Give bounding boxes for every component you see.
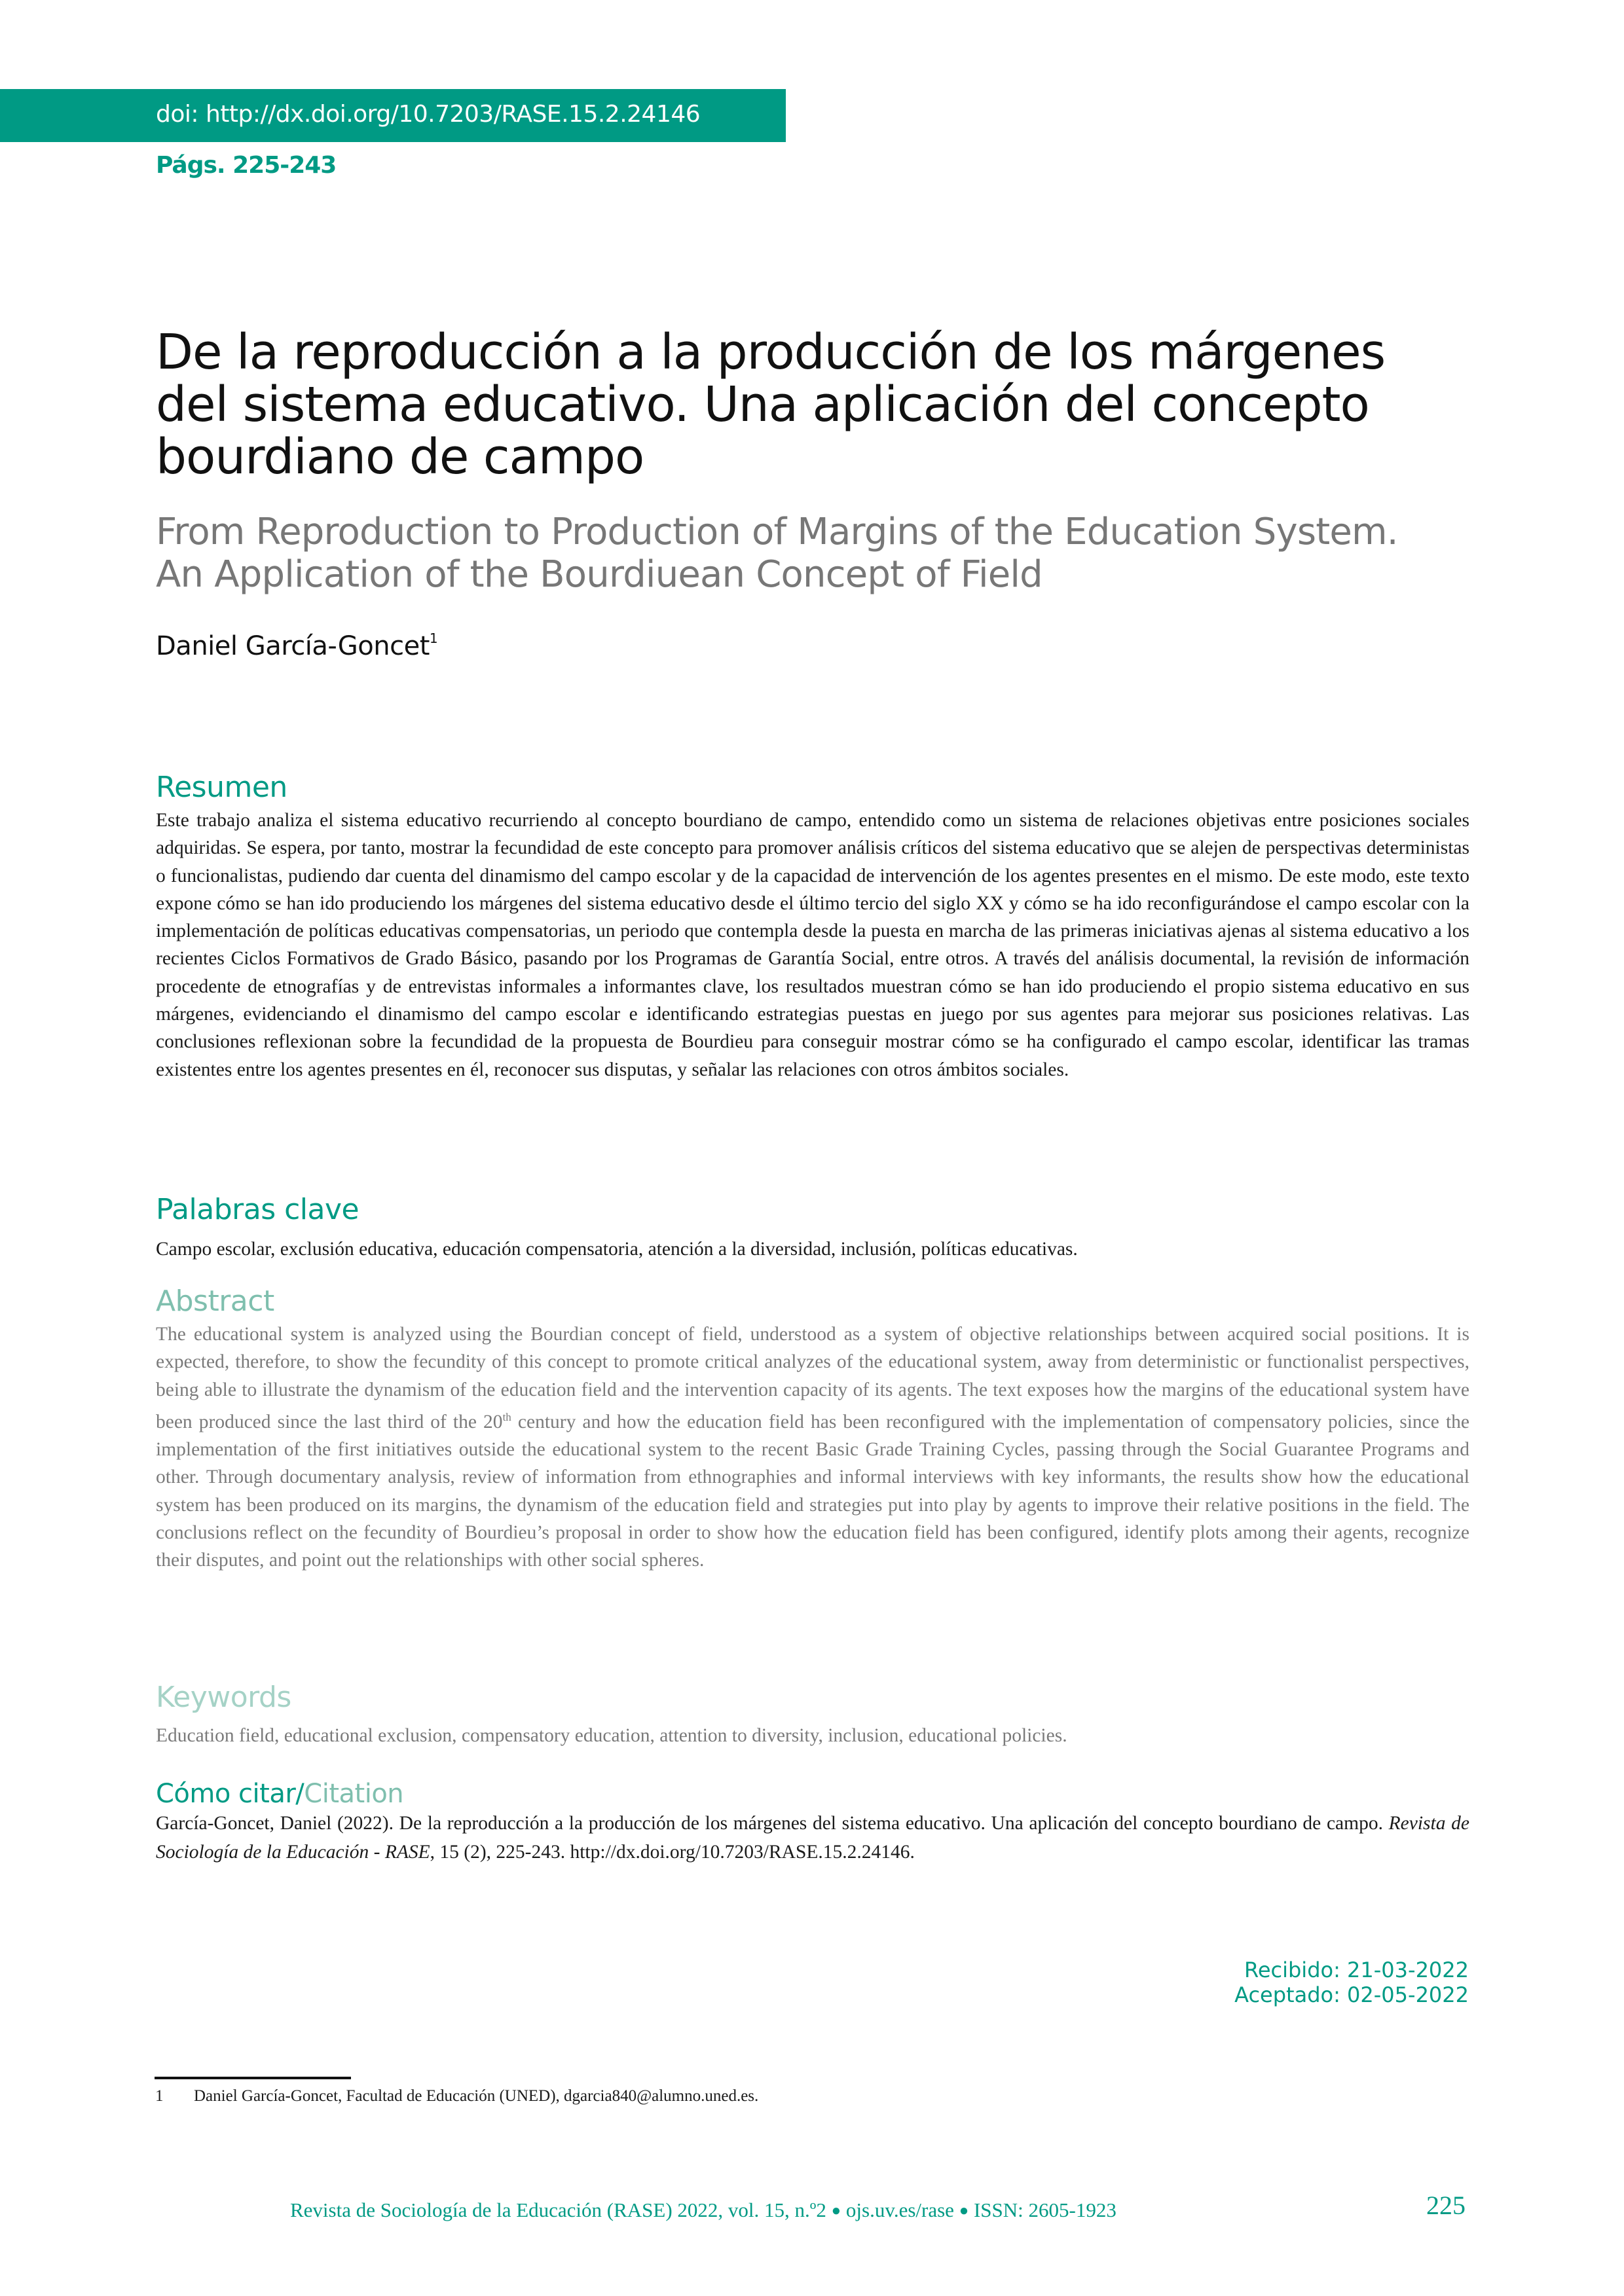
- bullet-icon: ●: [959, 2202, 969, 2219]
- author-name: Daniel García-Goncet: [156, 631, 430, 661]
- palabras-clave-text: Campo escolar, exclusión educativa, educación compensatoria, atención a la diversidad, inclusión, políticas educativas.: [156, 1239, 1078, 1260]
- keywords-text: Education field, educational exclusion, compensatory education, attention to diversity, inclusion, educational policies.: [156, 1725, 1067, 1746]
- subtitle-line: An Application of the Bourdiuean Concept of Field: [156, 553, 1043, 596]
- footer-site-link[interactable]: ojs.uv.es/rase: [845, 2198, 954, 2221]
- footnote-number: 1: [155, 2087, 164, 2105]
- keywords-heading: Keywords: [156, 1681, 291, 1714]
- citation-journal: Revista de Sociología de la Educación - RASE: [156, 1813, 1469, 1863]
- bullet-icon: ●: [831, 2202, 841, 2219]
- resumen-text: Este trabajo analiza el sistema educativo recurriendo al concepto bourdiano de campo, entendido como un sistema de relaciones objetivas entre posiciones sociales adquiridas. Se espera, por tanto, mostrar la fecundidad de este concepto para promover análisis críticos del sistema educativo que se alejen de perspectivas deterministas o funcionalistas, pudiendo dar cuenta del dinamismo del campo escolar y de la capacidad de intervención de los agentes presentes en el mismo. De este modo, este texto expone cómo se han ido produciendo los márgenes del sistema educativo desde el último tercio del siglo XX y cómo se ha ido reconfigurándose el campo escolar con la implementación de políticas educativas compensatorias, un periodo que contempla desde la puesta en marcha de las primeras iniciativas ajenas al sistema educativo a los recientes Ciclos Formativos de Grado Básico, pasando por los Programas de Garantía Social, entre otros. A través del análisis documental, la revisión de información procedente de etnografías y de entrevistas informales a informantes clave, los resultados muestran cómo se han ido produciendo el propio sistema educativo en sus márgenes, evidenciando el dinamismo del campo escolar e identificando estrategias puestas en juego por sus agentes para mejorar sus posiciones relativas. Las conclusiones reflexionan sobre la fecundidad de la propuesta de Bourdieu para conseguir mostrar cómo se ha configurado el campo escolar, identificar las tramas existentes entre los agentes presentes en él, reconocer sus disputas, y señalar las relaciones con otros ámbitos sociales.: [156, 810, 1469, 1080]
- accepted-date: Aceptado: 02-05-2022: [1234, 1982, 1469, 2007]
- citation-doi[interactable]: , 15 (2), 225-243. http://dx.doi.org/10.7203/RASE.15.2.24146.: [430, 1842, 915, 1863]
- abstract-text-part: The educational system is analyzed using the Bourdian concept of field, understood as a system of objective relationships between acquired social positions. It is expected, therefore, to show the fecundity of this concept to promote critical analyzes of the educational system, away from deterministic or functionalist perspectives, being able to illustrate the dynamism of the education field and the intervention capacity of its agents. The text exposes how the margins of the educational system have been produced since the last third of the 20: [156, 1324, 1469, 1432]
- title-line: De la reproducción a la producción de los márgenes: [156, 324, 1386, 380]
- article-title: [156, 326, 1472, 483]
- ordinal-suffix: th: [502, 1410, 511, 1423]
- citation-text: [156, 1809, 1469, 1867]
- article-subtitle: [156, 511, 1472, 596]
- title-line: del sistema educativo. Una aplicación del concepto: [156, 376, 1369, 433]
- citation-heading-es: Cómo citar/: [156, 1779, 304, 1809]
- footnote: [155, 2086, 758, 2107]
- abstract-heading: Abstract: [156, 1285, 274, 1318]
- abstract-text: [156, 1321, 1469, 1575]
- author: [156, 622, 437, 663]
- page-range: Págs. 225-243: [156, 152, 337, 179]
- footnote-text: Daniel García-Goncet, Facultad de Educación (UNED), dgarcia840@alumno.uned.es.: [194, 2087, 759, 2105]
- page-number: 225: [1426, 2191, 1466, 2220]
- doi-link[interactable]: doi: http://dx.doi.org/10.7203/RASE.15.2.24146: [156, 101, 701, 128]
- title-line: bourdiano de campo: [156, 429, 644, 485]
- palabras-clave-heading: Palabras clave: [156, 1193, 360, 1226]
- citation-heading-en: Citation: [304, 1779, 404, 1809]
- resumen-heading: Resumen: [156, 771, 287, 804]
- journal-footer: [290, 2197, 1116, 2224]
- received-date: Recibido: 21-03-2022: [1244, 1958, 1469, 1982]
- author-footnote-marker[interactable]: 1: [429, 630, 438, 646]
- footnote-rule: [155, 2077, 351, 2079]
- abstract-text-part: century and how the education field has been reconfigured with the implementation of compensatory policies, since the implementation of the first initiatives outside the educational system to the recent Basic Grade Training Cycles, passing through the Social Guarantee Programs and other. Through documentary analysis, review of information from ethnographies and informal interviews with key informants, the results show how the educational system has been produced on its margins, the dynamism of the education field and strategies put into play by agents to improve their relative positions in the field. The conclusions reflect on the fecundity of Bourdieu’s proposal in order to show how the education field has been configured, identify plots among their agents, recognize their disputes, and point out the relationships with other social spheres.: [156, 1411, 1469, 1571]
- article-dates: [1234, 1958, 1469, 2007]
- citation-heading: [156, 1776, 403, 1812]
- footer-journal: Revista de Sociología de la Educación (RASE) 2022, vol. 15, n.º2: [290, 2198, 826, 2221]
- footer-issn: ISSN: 2605-1923: [973, 2198, 1116, 2221]
- citation-part: García-Goncet, Daniel (2022). De la reproducción a la producción de los márgenes del sistema educativo. Una aplicación del concepto bourdiano de campo.: [156, 1813, 1389, 1834]
- subtitle-line: From Reproduction to Production of Margins of the Education System.: [156, 511, 1398, 553]
